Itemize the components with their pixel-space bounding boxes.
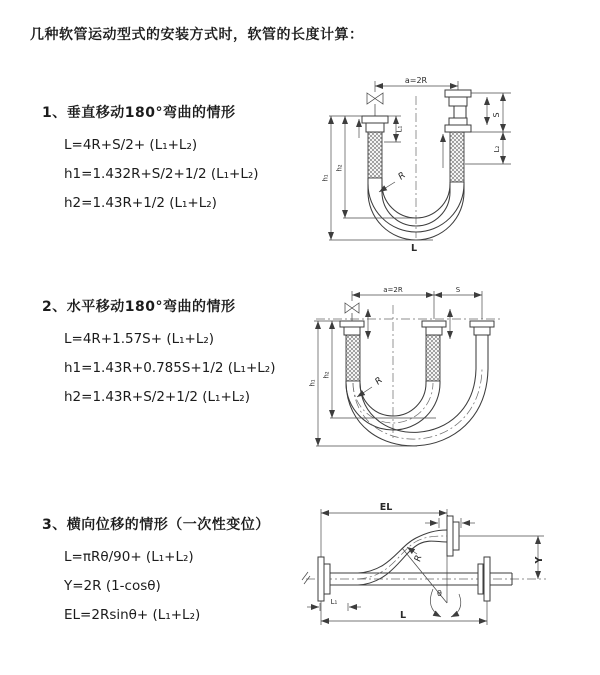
dim-s xyxy=(434,286,482,295)
centerline-break-mark xyxy=(302,572,310,584)
dim-label-l1: L₁ xyxy=(330,598,338,606)
section-1 xyxy=(42,102,314,218)
radius-callout xyxy=(407,547,425,563)
dim-s xyxy=(465,93,511,164)
dim-l1 xyxy=(307,598,361,611)
dim-l xyxy=(321,601,487,625)
dim-label-a2r: a=2R xyxy=(383,286,403,294)
radius-label: R xyxy=(373,375,385,388)
formula-length: L=πRθ/90+ (L₁+L₂) xyxy=(64,549,194,565)
dim-label-l1: L₁ xyxy=(395,125,404,133)
section-2 xyxy=(42,296,314,412)
dim-label-l: L xyxy=(411,243,418,253)
left-leg-flange xyxy=(340,321,364,335)
formula-length: L=4R+1.57S+ (L₁+L₂) xyxy=(64,331,215,347)
left-braid-section xyxy=(346,335,360,381)
formula-y: Y=2R (1-cosθ) xyxy=(64,578,161,594)
radius-label: R xyxy=(396,170,408,183)
diagram-vertical-180-bend xyxy=(315,68,585,253)
left-leg-flange xyxy=(362,116,388,132)
right-leg-flanges xyxy=(445,90,471,132)
hose-s-curve xyxy=(358,530,447,585)
dim-label-h1: h₁ xyxy=(308,379,317,387)
middle-leg-flange xyxy=(422,321,446,335)
formula-h2: h2=1.43R+1/2 (L₁+L₂) xyxy=(64,195,217,211)
valve-icon xyxy=(367,93,383,116)
dim-label-y: Y xyxy=(534,556,545,564)
formula-h1: h1=1.43R+0.785S+1/2 (L₁+L₂) xyxy=(64,360,276,376)
section-2-heading: 2、水平移动180°弯曲的情形 xyxy=(42,299,236,315)
formula-h1: h1=1.432R+S/2+1/2 (L₁+L₂) xyxy=(64,166,259,182)
dim-label-s: S xyxy=(455,286,461,294)
right-leg-flange xyxy=(470,321,494,369)
hose-u-moved xyxy=(346,369,488,446)
formula-h2: h2=1.43R+S/2+1/2 (L₁+L₂) xyxy=(64,389,250,405)
formula-el: EL=2Rsinθ+ (L₁+L₂) xyxy=(64,607,201,623)
dim-el xyxy=(321,503,447,603)
dim-label-h2: h₂ xyxy=(322,371,331,379)
dim-label-a2r: a=2R xyxy=(404,76,428,85)
dim-h1 xyxy=(309,321,418,446)
dim-label-h1: h₁ xyxy=(321,174,330,182)
upper-flange xyxy=(447,516,459,556)
left-flange xyxy=(318,557,330,601)
dim-label-h2: h₂ xyxy=(335,164,344,172)
angle-label-theta: θ xyxy=(437,589,442,598)
section-1-heading: 1、垂直移动180°弯曲的情形 xyxy=(42,105,236,121)
left-braid-section xyxy=(368,132,382,178)
dim-label-l2: L₂ xyxy=(493,145,501,153)
right-braid-section xyxy=(450,132,464,182)
dim-label-s: S xyxy=(492,112,501,118)
radius-callout xyxy=(379,171,408,192)
formula-length: L=4R+S/2+ (L₁+L₂) xyxy=(64,137,198,153)
section-3 xyxy=(42,514,314,630)
section-3-heading: 3、横向位移的情形（一次性变位） xyxy=(42,517,270,533)
diagram-horizontal-180-bend xyxy=(306,283,593,463)
valve-icon xyxy=(345,303,359,321)
page-title: 几种软管运动型式的安装方式时，软管的长度计算： xyxy=(30,27,364,43)
radius-label: R xyxy=(413,554,425,563)
dim-label-l: L xyxy=(400,610,407,621)
middle-braid-section xyxy=(426,335,440,381)
dim-label-el: EL xyxy=(379,503,393,513)
angle-construction xyxy=(402,548,461,617)
dim-l2 xyxy=(493,132,503,164)
diagram-lateral-displacement xyxy=(298,503,595,638)
dim-a-2r xyxy=(352,286,482,319)
